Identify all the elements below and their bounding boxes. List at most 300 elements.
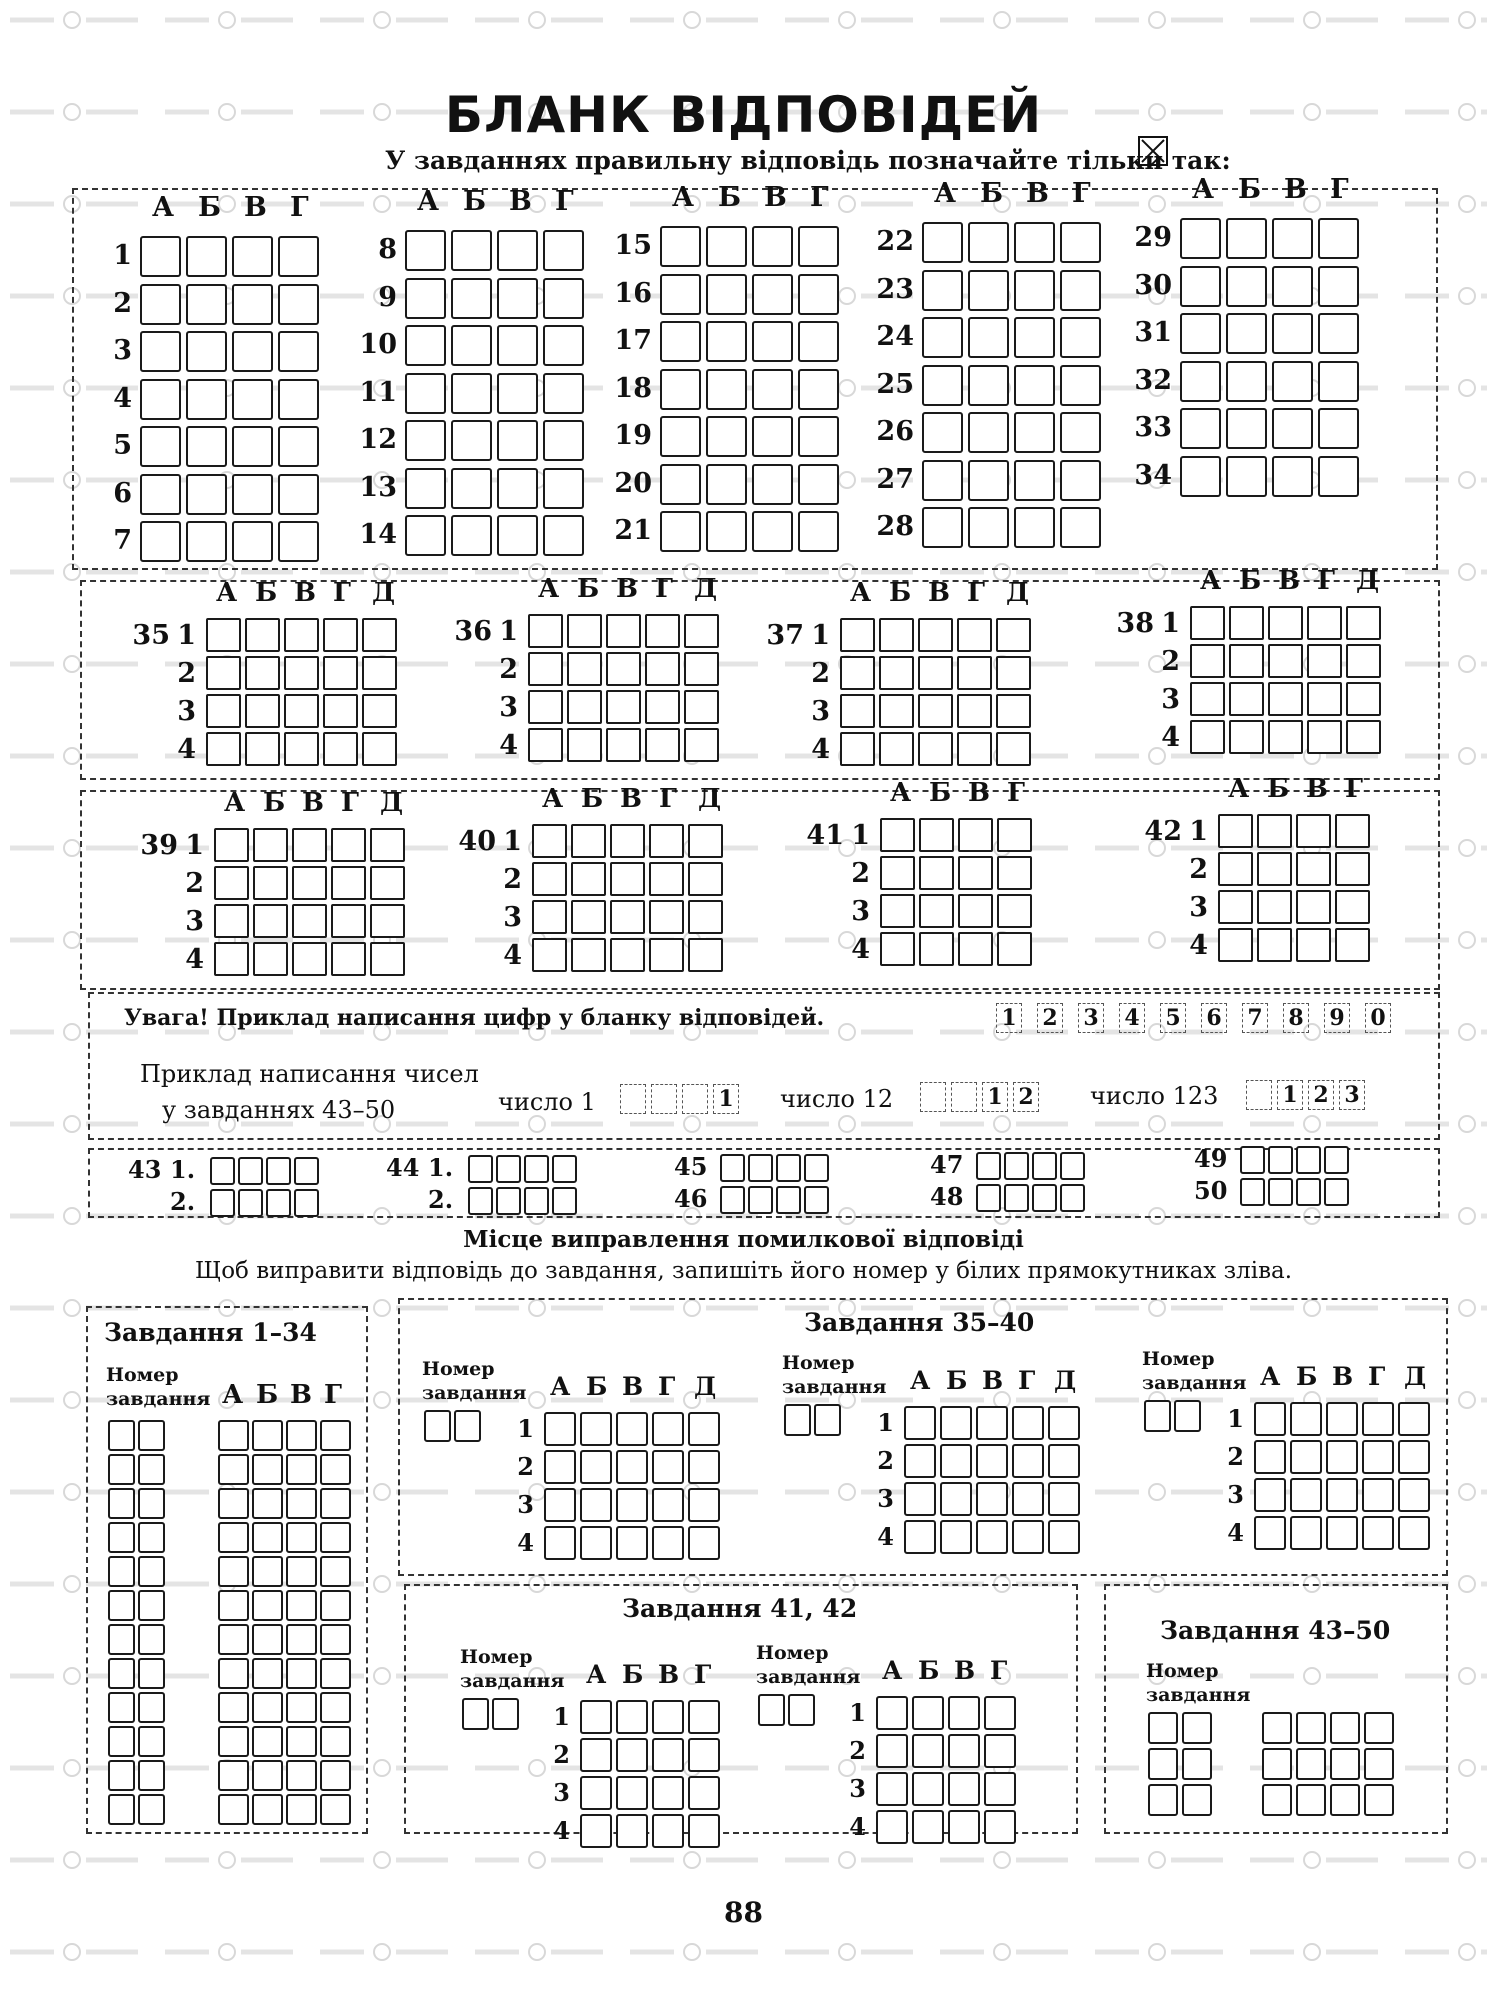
answer-cell[interactable] <box>879 694 914 728</box>
answer-cell[interactable] <box>1335 814 1370 848</box>
answer-cell[interactable] <box>940 1444 972 1478</box>
answer-cell[interactable] <box>684 728 719 762</box>
answer-cell[interactable] <box>1268 720 1303 754</box>
answer-cell[interactable] <box>940 1406 972 1440</box>
answer-cell[interactable] <box>1296 852 1331 886</box>
task-number-cell[interactable] <box>1182 1784 1212 1816</box>
open-answer-cell[interactable] <box>1296 1748 1326 1780</box>
answer-cell[interactable] <box>1335 890 1370 924</box>
answer-cell[interactable] <box>1229 606 1264 640</box>
answer-cell[interactable] <box>922 412 963 453</box>
answer-cell[interactable] <box>1048 1482 1080 1516</box>
answer-cell[interactable] <box>1335 852 1370 886</box>
answer-cell[interactable] <box>286 1726 317 1757</box>
answer-cell[interactable] <box>580 1814 612 1848</box>
open-answer-cell[interactable] <box>1268 1146 1293 1174</box>
task-number-cell[interactable] <box>138 1522 165 1553</box>
answer-cell[interactable] <box>880 932 915 966</box>
answer-cell[interactable] <box>140 426 181 467</box>
open-answer-cell[interactable] <box>1060 1152 1085 1180</box>
answer-cell[interactable] <box>958 856 993 890</box>
answer-cell[interactable] <box>876 1772 908 1806</box>
answer-cell[interactable] <box>245 618 280 652</box>
answer-cell[interactable] <box>1180 456 1221 497</box>
answer-cell[interactable] <box>752 321 793 362</box>
task-number-cell[interactable] <box>138 1590 165 1621</box>
open-answer-cell[interactable] <box>748 1154 773 1182</box>
answer-cell[interactable] <box>214 866 249 900</box>
answer-cell[interactable] <box>918 694 953 728</box>
answer-cell[interactable] <box>214 942 249 976</box>
answer-cell[interactable] <box>580 1488 612 1522</box>
answer-cell[interactable] <box>140 284 181 325</box>
answer-cell[interactable] <box>1014 365 1055 406</box>
answer-cell[interactable] <box>616 1776 648 1810</box>
answer-cell[interactable] <box>284 732 319 766</box>
answer-cell[interactable] <box>218 1760 249 1791</box>
answer-cell[interactable] <box>976 1444 1008 1478</box>
answer-cell[interactable] <box>218 1726 249 1757</box>
answer-cell[interactable] <box>984 1772 1016 1806</box>
open-answer-cell[interactable] <box>1004 1184 1029 1212</box>
answer-cell[interactable] <box>292 866 327 900</box>
open-answer-cell[interactable] <box>210 1189 235 1217</box>
answer-cell[interactable] <box>370 866 405 900</box>
answer-cell[interactable] <box>567 614 602 648</box>
answer-cell[interactable] <box>532 938 567 972</box>
answer-cell[interactable] <box>922 507 963 548</box>
answer-cell[interactable] <box>331 828 366 862</box>
open-answer-cell[interactable] <box>238 1157 263 1185</box>
answer-cell[interactable] <box>688 862 723 896</box>
answer-cell[interactable] <box>214 904 249 938</box>
answer-cell[interactable] <box>1307 606 1342 640</box>
answer-cell[interactable] <box>292 828 327 862</box>
answer-cell[interactable] <box>186 284 227 325</box>
task-number-cell[interactable] <box>1148 1748 1178 1780</box>
answer-cell[interactable] <box>362 618 397 652</box>
open-answer-cell[interactable] <box>1268 1178 1293 1206</box>
answer-cell[interactable] <box>532 824 567 858</box>
answer-cell[interactable] <box>940 1520 972 1554</box>
task-number-cell[interactable] <box>108 1624 135 1655</box>
answer-cell[interactable] <box>543 230 584 271</box>
answer-cell[interactable] <box>706 226 747 267</box>
open-answer-cell[interactable] <box>524 1155 549 1183</box>
answer-cell[interactable] <box>752 511 793 552</box>
answer-cell[interactable] <box>405 325 446 366</box>
open-answer-cell[interactable] <box>1004 1152 1029 1180</box>
answer-cell[interactable] <box>140 521 181 562</box>
answer-cell[interactable] <box>580 1526 612 1560</box>
answer-cell[interactable] <box>1014 270 1055 311</box>
answer-cell[interactable] <box>320 1692 351 1723</box>
answer-cell[interactable] <box>292 904 327 938</box>
open-answer-cell[interactable] <box>1296 1712 1326 1744</box>
answer-cell[interactable] <box>232 521 273 562</box>
answer-cell[interactable] <box>752 369 793 410</box>
answer-cell[interactable] <box>1012 1482 1044 1516</box>
open-answer-cell[interactable] <box>1262 1712 1292 1744</box>
answer-cell[interactable] <box>880 856 915 890</box>
answer-cell[interactable] <box>451 468 492 509</box>
answer-cell[interactable] <box>706 369 747 410</box>
answer-cell[interactable] <box>245 732 280 766</box>
answer-cell[interactable] <box>1229 682 1264 716</box>
answer-cell[interactable] <box>1060 507 1101 548</box>
answer-cell[interactable] <box>652 1450 684 1484</box>
answer-cell[interactable] <box>1272 408 1313 449</box>
answer-cell[interactable] <box>616 1526 648 1560</box>
answer-cell[interactable] <box>660 464 701 505</box>
task-number-cell[interactable] <box>108 1420 135 1451</box>
answer-cell[interactable] <box>532 900 567 934</box>
answer-cell[interactable] <box>880 818 915 852</box>
answer-cell[interactable] <box>688 824 723 858</box>
answer-cell[interactable] <box>1060 460 1101 501</box>
open-answer-cell[interactable] <box>1330 1748 1360 1780</box>
answer-cell[interactable] <box>1362 1516 1394 1550</box>
answer-cell[interactable] <box>798 321 839 362</box>
open-answer-cell[interactable] <box>1060 1184 1085 1212</box>
answer-cell[interactable] <box>706 464 747 505</box>
answer-cell[interactable] <box>284 694 319 728</box>
task-number-cell[interactable] <box>108 1556 135 1587</box>
answer-cell[interactable] <box>543 468 584 509</box>
task-number-cell[interactable] <box>784 1404 811 1436</box>
answer-cell[interactable] <box>528 614 563 648</box>
answer-cell[interactable] <box>218 1454 249 1485</box>
answer-cell[interactable] <box>922 460 963 501</box>
answer-cell[interactable] <box>1398 1516 1430 1550</box>
answer-cell[interactable] <box>186 236 227 277</box>
answer-cell[interactable] <box>652 1488 684 1522</box>
answer-cell[interactable] <box>652 1412 684 1446</box>
task-number-cell[interactable] <box>138 1624 165 1655</box>
answer-cell[interactable] <box>286 1794 317 1825</box>
answer-cell[interactable] <box>610 938 645 972</box>
answer-cell[interactable] <box>976 1406 1008 1440</box>
task-number-cell[interactable] <box>138 1454 165 1485</box>
answer-cell[interactable] <box>1326 1402 1358 1436</box>
answer-cell[interactable] <box>918 732 953 766</box>
answer-cell[interactable] <box>1180 313 1221 354</box>
answer-cell[interactable] <box>1254 1516 1286 1550</box>
task-number-cell[interactable] <box>138 1692 165 1723</box>
open-answer-cell[interactable] <box>1296 1146 1321 1174</box>
answer-cell[interactable] <box>1362 1440 1394 1474</box>
answer-cell[interactable] <box>1296 890 1331 924</box>
answer-cell[interactable] <box>218 1692 249 1723</box>
answer-cell[interactable] <box>616 1450 648 1484</box>
answer-cell[interactable] <box>919 818 954 852</box>
answer-cell[interactable] <box>286 1522 317 1553</box>
answer-cell[interactable] <box>1060 270 1101 311</box>
open-answer-cell[interactable] <box>552 1187 577 1215</box>
answer-cell[interactable] <box>218 1658 249 1689</box>
answer-cell[interactable] <box>278 236 319 277</box>
open-answer-cell[interactable] <box>266 1157 291 1185</box>
answer-cell[interactable] <box>1060 412 1101 453</box>
answer-cell[interactable] <box>206 656 241 690</box>
answer-cell[interactable] <box>278 426 319 467</box>
answer-cell[interactable] <box>798 226 839 267</box>
answer-cell[interactable] <box>278 284 319 325</box>
task-number-cell[interactable] <box>462 1698 489 1730</box>
answer-cell[interactable] <box>1254 1440 1286 1474</box>
answer-cell[interactable] <box>976 1482 1008 1516</box>
answer-cell[interactable] <box>1229 644 1264 678</box>
task-number-cell[interactable] <box>108 1658 135 1689</box>
task-number-cell[interactable] <box>108 1760 135 1791</box>
answer-cell[interactable] <box>232 426 273 467</box>
answer-cell[interactable] <box>232 379 273 420</box>
answer-cell[interactable] <box>497 420 538 461</box>
answer-cell[interactable] <box>370 828 405 862</box>
answer-cell[interactable] <box>580 1412 612 1446</box>
answer-cell[interactable] <box>1190 682 1225 716</box>
answer-cell[interactable] <box>984 1810 1016 1844</box>
answer-cell[interactable] <box>912 1772 944 1806</box>
task-number-cell[interactable] <box>108 1726 135 1757</box>
task-number-cell[interactable] <box>138 1658 165 1689</box>
answer-cell[interactable] <box>968 507 1009 548</box>
answer-cell[interactable] <box>610 862 645 896</box>
answer-cell[interactable] <box>567 652 602 686</box>
answer-cell[interactable] <box>451 515 492 556</box>
answer-cell[interactable] <box>997 856 1032 890</box>
answer-cell[interactable] <box>876 1696 908 1730</box>
answer-cell[interactable] <box>660 321 701 362</box>
open-answer-cell[interactable] <box>804 1154 829 1182</box>
answer-cell[interactable] <box>252 1590 283 1621</box>
answer-cell[interactable] <box>451 325 492 366</box>
answer-cell[interactable] <box>649 824 684 858</box>
answer-cell[interactable] <box>218 1590 249 1621</box>
task-number-cell[interactable] <box>108 1454 135 1485</box>
answer-cell[interactable] <box>286 1454 317 1485</box>
answer-cell[interactable] <box>218 1420 249 1451</box>
answer-cell[interactable] <box>543 515 584 556</box>
answer-cell[interactable] <box>688 900 723 934</box>
answer-cell[interactable] <box>320 1590 351 1621</box>
open-answer-cell[interactable] <box>1032 1152 1057 1180</box>
task-number-cell[interactable] <box>138 1556 165 1587</box>
answer-cell[interactable] <box>580 1738 612 1772</box>
answer-cell[interactable] <box>997 932 1032 966</box>
answer-cell[interactable] <box>912 1734 944 1768</box>
answer-cell[interactable] <box>688 1488 720 1522</box>
answer-cell[interactable] <box>1180 218 1221 259</box>
answer-cell[interactable] <box>876 1734 908 1768</box>
answer-cell[interactable] <box>660 416 701 457</box>
open-answer-cell[interactable] <box>1364 1784 1394 1816</box>
answer-cell[interactable] <box>1318 408 1359 449</box>
answer-cell[interactable] <box>580 1450 612 1484</box>
open-answer-cell[interactable] <box>1032 1184 1057 1212</box>
answer-cell[interactable] <box>652 1738 684 1772</box>
answer-cell[interactable] <box>286 1556 317 1587</box>
answer-cell[interactable] <box>232 331 273 372</box>
answer-cell[interactable] <box>922 317 963 358</box>
open-answer-cell[interactable] <box>1262 1748 1292 1780</box>
answer-cell[interactable] <box>660 511 701 552</box>
answer-cell[interactable] <box>706 416 747 457</box>
answer-cell[interactable] <box>186 379 227 420</box>
answer-cell[interactable] <box>252 1522 283 1553</box>
answer-cell[interactable] <box>1060 222 1101 263</box>
answer-cell[interactable] <box>688 1776 720 1810</box>
answer-cell[interactable] <box>984 1734 1016 1768</box>
answer-cell[interactable] <box>543 278 584 319</box>
answer-cell[interactable] <box>606 690 641 724</box>
answer-cell[interactable] <box>798 274 839 315</box>
task-number-cell[interactable] <box>108 1488 135 1519</box>
answer-cell[interactable] <box>497 325 538 366</box>
answer-cell[interactable] <box>331 866 366 900</box>
answer-cell[interactable] <box>1218 890 1253 924</box>
answer-cell[interactable] <box>919 856 954 890</box>
task-number-cell[interactable] <box>1174 1400 1201 1432</box>
answer-cell[interactable] <box>543 373 584 414</box>
answer-cell[interactable] <box>140 236 181 277</box>
answer-cell[interactable] <box>616 1412 648 1446</box>
answer-cell[interactable] <box>948 1772 980 1806</box>
answer-cell[interactable] <box>218 1624 249 1655</box>
answer-cell[interactable] <box>252 1692 283 1723</box>
answer-cell[interactable] <box>497 373 538 414</box>
answer-cell[interactable] <box>968 317 1009 358</box>
task-number-cell[interactable] <box>1144 1400 1171 1432</box>
answer-cell[interactable] <box>323 618 358 652</box>
open-answer-cell[interactable] <box>468 1187 493 1215</box>
answer-cell[interactable] <box>706 321 747 362</box>
answer-cell[interactable] <box>253 828 288 862</box>
answer-cell[interactable] <box>1218 814 1253 848</box>
answer-cell[interactable] <box>320 1726 351 1757</box>
answer-cell[interactable] <box>451 278 492 319</box>
answer-cell[interactable] <box>405 278 446 319</box>
answer-cell[interactable] <box>610 824 645 858</box>
answer-cell[interactable] <box>688 938 723 972</box>
answer-cell[interactable] <box>331 904 366 938</box>
answer-cell[interactable] <box>451 230 492 271</box>
answer-cell[interactable] <box>1272 218 1313 259</box>
answer-cell[interactable] <box>1190 720 1225 754</box>
answer-cell[interactable] <box>571 938 606 972</box>
answer-cell[interactable] <box>984 1696 1016 1730</box>
open-answer-cell[interactable] <box>720 1186 745 1214</box>
answer-cell[interactable] <box>252 1760 283 1791</box>
answer-cell[interactable] <box>1398 1402 1430 1436</box>
answer-cell[interactable] <box>320 1624 351 1655</box>
task-number-cell[interactable] <box>138 1726 165 1757</box>
answer-cell[interactable] <box>649 862 684 896</box>
answer-cell[interactable] <box>245 694 280 728</box>
answer-cell[interactable] <box>218 1794 249 1825</box>
answer-cell[interactable] <box>362 694 397 728</box>
answer-cell[interactable] <box>362 656 397 690</box>
answer-cell[interactable] <box>649 900 684 934</box>
open-answer-cell[interactable] <box>1330 1712 1360 1744</box>
answer-cell[interactable] <box>1048 1406 1080 1440</box>
answer-cell[interactable] <box>919 932 954 966</box>
answer-cell[interactable] <box>544 1488 576 1522</box>
answer-cell[interactable] <box>1346 644 1381 678</box>
task-number-cell[interactable] <box>1182 1748 1212 1780</box>
task-number-cell[interactable] <box>108 1590 135 1621</box>
answer-cell[interactable] <box>1326 1440 1358 1474</box>
answer-cell[interactable] <box>606 652 641 686</box>
answer-cell[interactable] <box>1190 644 1225 678</box>
task-number-cell[interactable] <box>1182 1712 1212 1744</box>
answer-cell[interactable] <box>684 690 719 724</box>
answer-cell[interactable] <box>840 732 875 766</box>
answer-cell[interactable] <box>206 694 241 728</box>
answer-cell[interactable] <box>320 1760 351 1791</box>
answer-cell[interactable] <box>252 1556 283 1587</box>
answer-cell[interactable] <box>252 1624 283 1655</box>
answer-cell[interactable] <box>645 614 680 648</box>
task-number-cell[interactable] <box>108 1522 135 1553</box>
answer-cell[interactable] <box>610 900 645 934</box>
answer-cell[interactable] <box>1257 814 1292 848</box>
open-answer-cell[interactable] <box>1240 1178 1265 1206</box>
answer-cell[interactable] <box>968 222 1009 263</box>
answer-cell[interactable] <box>904 1444 936 1478</box>
answer-cell[interactable] <box>996 732 1031 766</box>
answer-cell[interactable] <box>752 274 793 315</box>
answer-cell[interactable] <box>278 331 319 372</box>
open-answer-cell[interactable] <box>496 1155 521 1183</box>
answer-cell[interactable] <box>206 732 241 766</box>
answer-cell[interactable] <box>997 894 1032 928</box>
answer-cell[interactable] <box>1296 928 1331 962</box>
answer-cell[interactable] <box>1326 1478 1358 1512</box>
answer-cell[interactable] <box>958 932 993 966</box>
open-answer-cell[interactable] <box>1296 1178 1321 1206</box>
answer-cell[interactable] <box>497 230 538 271</box>
answer-cell[interactable] <box>528 690 563 724</box>
answer-cell[interactable] <box>405 468 446 509</box>
answer-cell[interactable] <box>232 474 273 515</box>
answer-cell[interactable] <box>323 656 358 690</box>
answer-cell[interactable] <box>1190 606 1225 640</box>
answer-cell[interactable] <box>186 521 227 562</box>
answer-cell[interactable] <box>370 904 405 938</box>
answer-cell[interactable] <box>252 1658 283 1689</box>
open-answer-cell[interactable] <box>496 1187 521 1215</box>
open-answer-cell[interactable] <box>266 1189 291 1217</box>
answer-cell[interactable] <box>1014 507 1055 548</box>
answer-cell[interactable] <box>571 824 606 858</box>
answer-cell[interactable] <box>528 728 563 762</box>
answer-cell[interactable] <box>323 732 358 766</box>
answer-cell[interactable] <box>996 618 1031 652</box>
answer-cell[interactable] <box>1180 361 1221 402</box>
answer-cell[interactable] <box>616 1700 648 1734</box>
answer-cell[interactable] <box>1346 606 1381 640</box>
answer-cell[interactable] <box>286 1624 317 1655</box>
answer-cell[interactable] <box>320 1556 351 1587</box>
answer-cell[interactable] <box>652 1526 684 1560</box>
answer-cell[interactable] <box>645 690 680 724</box>
answer-cell[interactable] <box>616 1738 648 1772</box>
answer-cell[interactable] <box>968 365 1009 406</box>
answer-cell[interactable] <box>1257 852 1292 886</box>
answer-cell[interactable] <box>1346 682 1381 716</box>
answer-cell[interactable] <box>286 1488 317 1519</box>
